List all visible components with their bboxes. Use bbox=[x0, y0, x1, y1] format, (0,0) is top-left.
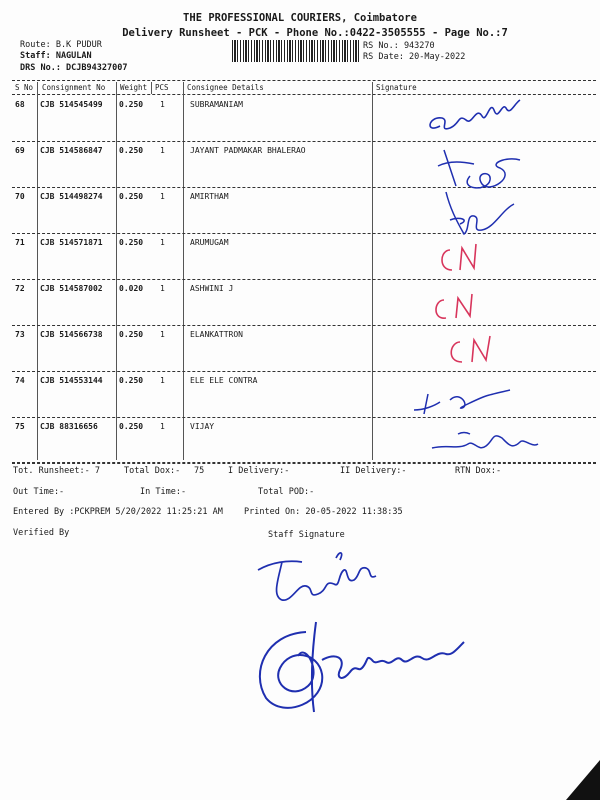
row-weight: 0.250 bbox=[119, 192, 144, 201]
verified-by: Verified By bbox=[13, 528, 70, 538]
totals-rule bbox=[12, 462, 596, 463]
out-time: Out Time:- bbox=[13, 487, 65, 497]
row-pcs: 1 bbox=[160, 192, 165, 201]
column-divider bbox=[372, 82, 373, 460]
table-header-rule bbox=[12, 94, 596, 95]
route-label: Route: B.K PUDUR bbox=[20, 40, 102, 50]
row-consignee: ASHWINI J bbox=[190, 284, 234, 293]
signature-row-74 bbox=[410, 380, 530, 420]
i-delivery: I Delivery:- bbox=[228, 466, 290, 476]
total-pod: Total POD:- bbox=[258, 487, 315, 497]
ii-delivery: II Delivery:- bbox=[340, 466, 407, 476]
row-sno: 74 bbox=[15, 376, 25, 385]
row-sno: 73 bbox=[15, 330, 25, 339]
signature-row-73 bbox=[444, 334, 504, 370]
column-divider bbox=[151, 82, 152, 94]
col-header-sno: S No bbox=[15, 83, 34, 92]
row-consignment: CJB 514545499 bbox=[40, 100, 103, 109]
row-consignee: ELANKATTRON bbox=[190, 330, 243, 339]
signature-row-68 bbox=[420, 96, 530, 141]
row-consignee: ARUMUGAM bbox=[190, 238, 229, 247]
staff-label: Staff: NAGULAN bbox=[20, 51, 92, 61]
row-consignment: CJB 514566738 bbox=[40, 330, 103, 339]
row-rule bbox=[12, 463, 596, 464]
row-consignee: ELE ELE CONTRA bbox=[190, 376, 258, 385]
total-dox-label: Total Dox:- bbox=[124, 466, 181, 476]
staff-signature-mark bbox=[248, 540, 388, 610]
row-pcs: 1 bbox=[160, 422, 165, 431]
staff-signature-label: Staff Signature bbox=[268, 530, 345, 540]
row-pcs: 1 bbox=[160, 146, 165, 155]
rtn-dox: RTN Dox:- bbox=[455, 466, 502, 476]
row-rule bbox=[12, 279, 596, 280]
signature-row-70 bbox=[430, 190, 530, 240]
row-rule bbox=[12, 141, 596, 142]
col-header-signature: Signature bbox=[376, 83, 417, 92]
row-weight: 0.250 bbox=[119, 376, 144, 385]
row-pcs: 1 bbox=[160, 100, 165, 109]
row-pcs: 1 bbox=[160, 376, 165, 385]
runsheet-title: Delivery Runsheet - PCK - Phone No.:0422-3505555 - Page No.:7 bbox=[122, 27, 508, 39]
row-consignee: AMIRTHAM bbox=[190, 192, 229, 201]
col-header-pcs: PCS bbox=[155, 83, 169, 92]
row-rule bbox=[12, 325, 596, 326]
signature-row-75 bbox=[428, 426, 558, 460]
row-consignment: CJB 514571871 bbox=[40, 238, 103, 247]
signature-row-71 bbox=[436, 240, 496, 276]
tot-runsheet: Tot. Runsheet:- 7 bbox=[13, 466, 100, 476]
printed-on: Printed On: 20-05-2022 11:38:35 bbox=[244, 507, 403, 517]
company-title: THE PROFESSIONAL COURIERS, Coimbatore bbox=[183, 12, 417, 24]
signature-row-72 bbox=[428, 288, 488, 324]
row-consignment: CJB 514587002 bbox=[40, 284, 103, 293]
row-pcs: 1 bbox=[160, 330, 165, 339]
col-header-consignment: Consignment No bbox=[42, 83, 106, 92]
page-corner-shadow bbox=[566, 760, 600, 800]
rs-date: RS Date: 20-May-2022 bbox=[363, 52, 466, 62]
column-divider bbox=[183, 82, 184, 460]
barcode bbox=[232, 40, 360, 62]
row-consignee: VIJAY bbox=[190, 422, 215, 431]
col-header-consignee: Consignee Details bbox=[187, 83, 264, 92]
rs-number: RS No.: 943270 bbox=[363, 41, 435, 51]
row-weight: 0.250 bbox=[119, 330, 144, 339]
in-time: In Time:- bbox=[140, 487, 187, 497]
signature-row-69 bbox=[430, 146, 540, 196]
column-divider bbox=[116, 82, 117, 460]
row-consignment: CJB 88316656 bbox=[40, 422, 98, 431]
row-weight: 0.250 bbox=[119, 422, 144, 431]
row-pcs: 1 bbox=[160, 284, 165, 293]
verifier-signature-mark bbox=[246, 612, 476, 722]
row-sno: 69 bbox=[15, 146, 25, 155]
row-pcs: 1 bbox=[160, 238, 165, 247]
row-consignment: CJB 514498274 bbox=[40, 192, 103, 201]
row-weight: 0.020 bbox=[119, 284, 144, 293]
row-sno: 70 bbox=[15, 192, 25, 201]
row-weight: 0.250 bbox=[119, 238, 144, 247]
column-divider bbox=[37, 82, 38, 460]
row-weight: 0.250 bbox=[119, 146, 144, 155]
row-consignee: SUBRAMANIAM bbox=[190, 100, 243, 109]
row-weight: 0.250 bbox=[119, 100, 144, 109]
table-top-rule bbox=[12, 80, 596, 81]
row-sno: 71 bbox=[15, 238, 25, 247]
col-header-weight: Weight bbox=[120, 83, 148, 92]
entered-by: Entered By :PCKPREM 5/20/2022 11:25:21 AM bbox=[13, 507, 223, 517]
row-sno: 72 bbox=[15, 284, 25, 293]
row-consignment: CJB 514553144 bbox=[40, 376, 103, 385]
row-rule bbox=[12, 371, 596, 372]
row-consignee: JAYANT PADMAKAR BHALERAO bbox=[190, 146, 306, 155]
drs-number: DRS No.: DCJB94327007 bbox=[20, 63, 128, 73]
row-consignment: CJB 514586847 bbox=[40, 146, 103, 155]
row-sno: 75 bbox=[15, 422, 25, 431]
total-dox-value: 75 bbox=[194, 466, 205, 476]
row-sno: 68 bbox=[15, 100, 25, 109]
